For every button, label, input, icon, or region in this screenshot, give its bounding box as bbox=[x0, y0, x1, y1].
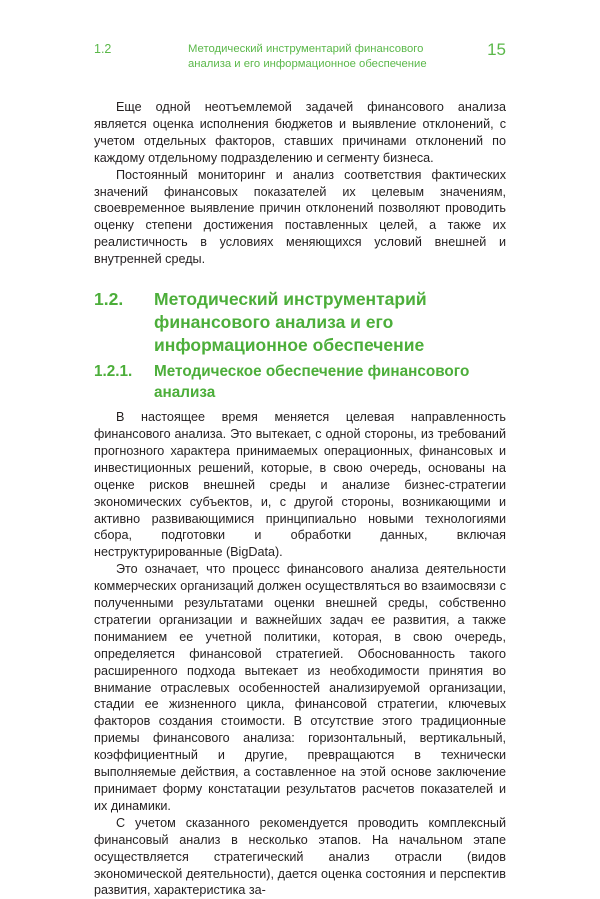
paragraph: Постоянный мониторинг и анализ соответствия фактических значений финансовых показателей их целевым значениям, своевременное выявление причин отклонений позволяют проводить оценку степени достижения поставленных целей, а также их реалистичность в условиях меняющихся условий внешней и внутренней среды. bbox=[94, 167, 506, 267]
subsection-heading bbox=[94, 361, 506, 403]
section-heading-number: 1.2. bbox=[94, 289, 124, 310]
running-head bbox=[94, 40, 506, 74]
paragraph: В настоящее время меняется целевая направленность финансового анализа. Это вытекает, с одной стороны, из требований прогнозного характера принимаемых операционных, финансовых и инвестиционных решений, которые, в свою очередь, основаны на оценке рисков внешней среды и анализе бизнес-стратегии экономических субъектов, и, с другой стороны, возникающими и активно развивающимися принципиально новыми технологиями сбора, подготовки и обработки данных, включая неструктурированные (BigData). bbox=[94, 410, 506, 560]
paragraph: Еще одной неотъемлемой задачей финансового анализа является оценка исполнения бюджетов и выявление отклонений, с учетом отдельных факторов, ставших причинами отклонений по каждому отдельному подразделению и сегменту бизнеса. bbox=[94, 100, 506, 165]
subsection-heading-number: 1.2.1. bbox=[94, 363, 133, 381]
page-number: 15 bbox=[487, 40, 506, 59]
running-head-section-number: 1.2 bbox=[94, 42, 112, 56]
section-heading-title: Методический инструментарий финансового анализа и его информационное обеспечение bbox=[154, 289, 427, 356]
subsection-heading-title: Методическое обеспечение финансового анализа bbox=[154, 363, 470, 402]
paragraph: Это означает, что процесс финансового анализа деятельности коммерческих организаций должен осуществляться во взаимосвязи с полученными результатами оценки внешней среды, собственно стратегии организации и важнейших задач ее развития, а также пониманием ее учетной политики, которая, в свою очередь, определяется финансовой стратегией. Обоснованность такого расширенного подхода вытекает из необходимости принятия во внимание отраслевых особенностей анализируемой организации, стадии ее жизненного цикла, финансовой стратегии, ключевых факторов создания стоимости. В отсутствие этого традиционные приемы финансового анализа: горизонтальный, вертикальный, коэффициентный и другие, превращаются в технически выполняемые действия, а составленное на этой основе заключение принимает форму констатации результатов расчетов показателей и их динамики. bbox=[94, 562, 506, 813]
page-body bbox=[94, 99, 506, 899]
running-head-title: Методический инструментарий финансового анализа и его информационное обеспечение bbox=[188, 43, 427, 70]
paragraph: С учетом сказанного рекомендуется проводить комплексный финансовый анализ в несколько этапов. На начальном этапе осуществляется стратегический анализ отрасли (видов экономической деятельности), дается оценка состояния и перспектив развития, характеристика за- bbox=[94, 815, 506, 898]
section-heading bbox=[94, 288, 506, 357]
